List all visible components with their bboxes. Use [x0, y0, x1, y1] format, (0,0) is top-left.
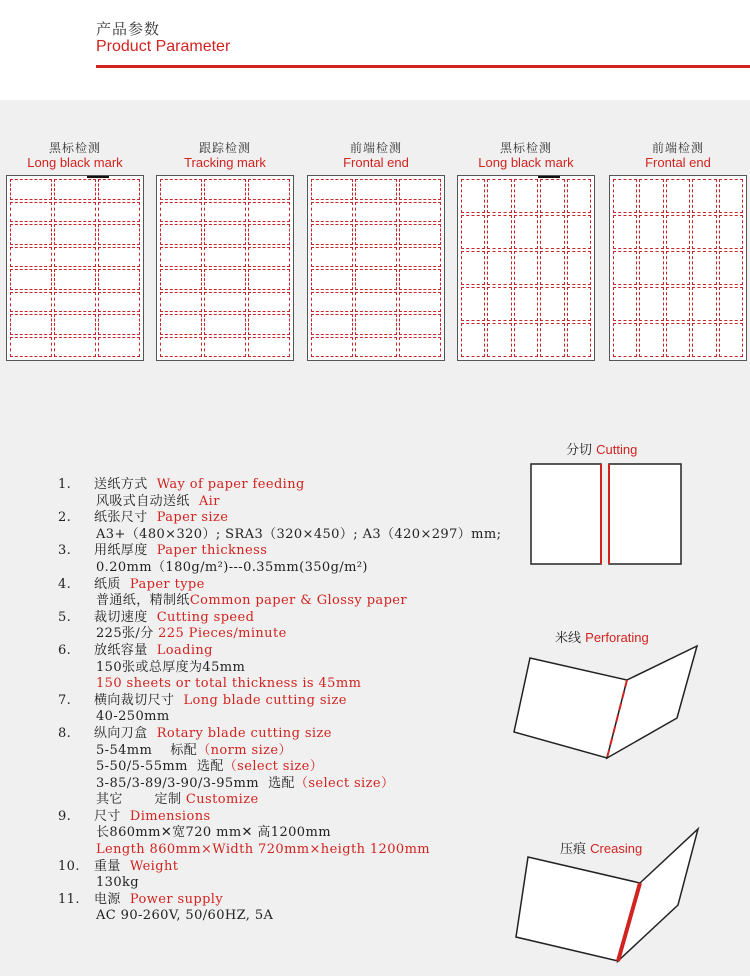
spec-5-value-en: 225 Pieces/minute — [158, 626, 287, 642]
spec-row-11-value — [58, 908, 501, 925]
label-cell — [666, 251, 690, 285]
label-cell — [719, 323, 743, 357]
spec-row-8 — [58, 726, 501, 743]
label-cell — [98, 292, 140, 313]
spec-8-value-2-en: （select size） — [223, 759, 324, 775]
label-cell — [355, 224, 397, 245]
label-cell — [514, 215, 538, 249]
label-cell — [248, 314, 290, 335]
spec-8-value-1-cn: 标配 — [170, 742, 198, 758]
label-cell — [719, 215, 743, 249]
label-cell — [639, 287, 663, 321]
label-cell — [54, 224, 96, 245]
label-cell — [540, 179, 564, 213]
label-cell — [160, 179, 202, 200]
spec-11-label-cn: 电源 — [94, 891, 121, 907]
sheet-4-title-en: Long black mark — [478, 155, 574, 170]
header — [0, 0, 750, 100]
label-cell — [10, 179, 52, 200]
label-cell — [248, 337, 290, 358]
sheet-1-title — [6, 141, 144, 170]
spec-1-num: 1. — [58, 477, 72, 492]
label-cell — [311, 179, 353, 200]
spec-row-5 — [58, 610, 501, 627]
label-cell — [355, 202, 397, 223]
label-cell — [639, 251, 663, 285]
spec-3-label-en: Paper thickness — [156, 543, 268, 559]
spec-row-3 — [58, 543, 501, 560]
spec-2-num: 2. — [58, 510, 72, 526]
label-cell — [719, 251, 743, 285]
spec-4-value-en: Common paper & Glossy paper — [189, 593, 408, 609]
label-cell — [98, 314, 140, 335]
perforating-title-cn: 米线 — [555, 631, 582, 646]
label-cell — [160, 314, 202, 335]
spec-6-label-cn: 放纸容量 — [94, 642, 148, 658]
label-cell — [311, 269, 353, 290]
label-cell — [355, 269, 397, 290]
label-cell — [98, 224, 140, 245]
spec-row-11 — [58, 892, 501, 909]
label-cell — [248, 179, 290, 200]
spec-row-5-value — [58, 626, 501, 643]
spec-2-value: A3+（480×320）; SRA3（320×450）; A3（420×297）mm; — [96, 526, 502, 542]
sheet-4-title-cn: 黑标检测 — [499, 141, 552, 155]
spec-8-num: 8. — [58, 725, 72, 741]
label-cell — [567, 287, 591, 321]
spec-1-label-en: Way of paper feeding — [156, 477, 305, 492]
label-cell — [248, 269, 290, 290]
spec-8-value-3: 3-85/3-89/3-90/3-95mm — [96, 775, 260, 791]
label-cell — [10, 224, 52, 245]
sheet-1-title-en: Long black mark — [27, 155, 123, 170]
spec-10-label-en: Weight — [129, 858, 179, 874]
page-title-en: Product Parameter — [96, 38, 231, 55]
spec-1-label-cn: 送纸方式 — [94, 477, 148, 492]
spec-row-7-value — [58, 709, 501, 726]
label-cell — [666, 215, 690, 249]
label-cell — [160, 269, 202, 290]
label-cell — [461, 215, 485, 249]
creasing-diagram — [510, 825, 705, 965]
label-cell — [160, 247, 202, 268]
cutting-left-sheet — [531, 464, 601, 564]
label-cell — [355, 314, 397, 335]
label-cell — [54, 337, 96, 358]
label-cell — [399, 269, 441, 290]
label-cell — [639, 179, 663, 213]
header-divider — [96, 65, 750, 68]
spec-5-num: 5. — [58, 609, 72, 625]
label-cell — [613, 179, 637, 213]
label-cell — [355, 292, 397, 313]
label-cell — [487, 287, 511, 321]
spec-row-1 — [58, 477, 501, 494]
spec-row-10 — [58, 859, 501, 876]
label-cell — [461, 251, 485, 285]
label-cell — [567, 251, 591, 285]
cutting-title — [566, 439, 637, 458]
cutting-right-sheet — [609, 464, 681, 564]
perforating-diagram — [510, 640, 705, 765]
spec-6-num: 6. — [58, 642, 72, 658]
label-cell — [204, 202, 246, 223]
spec-10-num: 10. — [58, 858, 80, 874]
label-cell — [248, 202, 290, 223]
label-cell — [399, 247, 441, 268]
label-cell — [98, 337, 140, 358]
sheet-5-title-cn: 前端检测 — [651, 141, 704, 155]
label-cell — [692, 251, 716, 285]
label-cell — [666, 323, 690, 357]
spec-5-label-cn: 裁切速度 — [94, 609, 148, 625]
label-cell — [355, 247, 397, 268]
spec-row-7 — [58, 693, 501, 710]
label-cell — [567, 323, 591, 357]
spec-row-6-value-cn — [58, 660, 501, 677]
spec-row-2 — [58, 510, 501, 527]
label-cell — [160, 202, 202, 223]
spec-6-value-cn: 150张或总厚度为45mm — [96, 659, 246, 675]
label-cell — [540, 215, 564, 249]
label-cell — [204, 269, 246, 290]
sheet-4 — [457, 175, 595, 361]
sheet-5 — [609, 175, 747, 361]
label-cell — [248, 247, 290, 268]
label-cell — [399, 224, 441, 245]
spec-8-value-3-en: （select size） — [294, 775, 395, 791]
label-cell — [355, 179, 397, 200]
spec-8-label-cn: 纵向刀盒 — [94, 725, 148, 741]
label-cell — [487, 179, 511, 213]
spec-list — [58, 477, 501, 925]
spec-11-value: AC 90-260V, 50/60HZ, 5A — [96, 908, 274, 924]
label-cell — [160, 224, 202, 245]
spec-row-8-value-1 — [58, 743, 501, 760]
label-cell — [10, 247, 52, 268]
label-cell — [248, 224, 290, 245]
spec-row-2-value — [58, 527, 501, 544]
spec-9-label-cn: 尺寸 — [94, 808, 121, 824]
label-cell — [10, 202, 52, 223]
spec-1-value-cn: 风吸式自动送纸 — [96, 493, 190, 509]
spec-7-label-cn: 横向裁切尺寸 — [94, 692, 175, 708]
spec-6-label-en: Loading — [156, 642, 213, 658]
spec-3-value: 0.20mm（180g/m²)---0.35mm(350g/m²) — [96, 559, 368, 575]
cutting-title-cn: 分切 — [566, 443, 593, 458]
label-cell — [692, 179, 716, 213]
label-cell — [160, 292, 202, 313]
label-cell — [311, 292, 353, 313]
spec-9-label-en: Dimensions — [129, 808, 211, 824]
label-cell — [311, 224, 353, 245]
spec-row-8-value-2 — [58, 759, 501, 776]
spec-7-num: 7. — [58, 692, 72, 708]
label-cell — [399, 292, 441, 313]
spec-row-8-value-3 — [58, 776, 501, 793]
spec-9-value-cn: 长860mm✕宽720 mm✕ 高1200mm — [96, 825, 331, 841]
spec-9-num: 9. — [58, 808, 72, 824]
label-cell — [204, 179, 246, 200]
spec-8-label-en: Rotary blade cutting size — [156, 725, 332, 741]
spec-11-num: 11. — [58, 891, 80, 907]
label-cell — [399, 314, 441, 335]
label-cell — [540, 323, 564, 357]
label-cell — [613, 323, 637, 357]
label-cell — [514, 287, 538, 321]
black-mark — [87, 176, 109, 178]
label-cell — [567, 215, 591, 249]
creasing-title-cn: 压痕 — [560, 842, 587, 857]
sheet-3-title — [307, 141, 445, 170]
creasing-title-en: Creasing — [590, 841, 643, 856]
label-cell — [399, 337, 441, 358]
sheet-4-title — [457, 141, 595, 170]
label-cell — [719, 287, 743, 321]
label-cell — [98, 202, 140, 223]
spec-row-10-value — [58, 875, 501, 892]
label-cell — [54, 269, 96, 290]
label-cell — [311, 202, 353, 223]
cutting-title-en: Cutting — [596, 442, 638, 457]
spec-row-9-value-en — [58, 842, 501, 859]
sheet-2-title-en: Tracking mark — [184, 155, 266, 170]
sheet-2 — [156, 175, 294, 361]
label-cell — [613, 251, 637, 285]
sheet-5-title-en: Frontal end — [645, 155, 711, 170]
label-cell — [311, 314, 353, 335]
spec-row-1-value — [58, 494, 501, 511]
label-cell — [204, 247, 246, 268]
spec-8-value-3-cn: 选配 — [268, 775, 295, 791]
label-cell — [98, 269, 140, 290]
label-cell — [666, 287, 690, 321]
spec-4-label-en: Paper type — [129, 576, 205, 592]
label-cell — [54, 202, 96, 223]
spec-8-value-1-en: （norm size） — [197, 742, 292, 758]
label-cell — [10, 337, 52, 358]
spec-row-6 — [58, 643, 501, 660]
label-cell — [514, 251, 538, 285]
label-cell — [461, 323, 485, 357]
label-cell — [487, 323, 511, 357]
spec-8-value-2: 5-50/5-55mm — [96, 759, 188, 775]
label-cell — [719, 179, 743, 213]
label-cell — [540, 287, 564, 321]
label-cell — [461, 179, 485, 213]
label-cell — [54, 179, 96, 200]
label-cell — [248, 292, 290, 313]
label-cell — [692, 287, 716, 321]
label-cell — [204, 224, 246, 245]
label-cell — [98, 179, 140, 200]
label-cell — [514, 323, 538, 357]
sheet-3 — [307, 175, 445, 361]
label-cell — [204, 314, 246, 335]
label-cell — [639, 323, 663, 357]
spec-2-label-cn: 纸张尺寸 — [94, 510, 148, 526]
label-cell — [160, 337, 202, 358]
sheet-2-title-cn: 跟踪检测 — [198, 141, 251, 155]
spec-3-label-cn: 用纸厚度 — [94, 543, 148, 559]
spec-6-value-en: 150 sheets or total thickness is 45mm — [96, 676, 362, 692]
spec-10-value: 130kg — [96, 875, 140, 891]
label-cell — [204, 337, 246, 358]
label-cell — [487, 215, 511, 249]
sheet-5-title — [609, 141, 747, 170]
perforating-title-en: Perforating — [585, 630, 649, 645]
spec-5-label-en: Cutting speed — [156, 609, 255, 625]
spec-11-label-en: Power supply — [129, 891, 224, 907]
spec-4-num: 4. — [58, 576, 72, 592]
spec-8-value-4-en: Customize — [185, 792, 259, 808]
label-cell — [10, 314, 52, 335]
label-cell — [461, 287, 485, 321]
spec-7-value: 40-250mm — [96, 709, 170, 725]
spec-8-value-4-cn2: 定制 — [154, 792, 182, 808]
spec-4-value-cn: 普通纸，精制纸 — [96, 593, 190, 609]
spec-4-label-cn: 纸质 — [94, 576, 121, 592]
label-cell — [399, 202, 441, 223]
label-cell — [540, 251, 564, 285]
spec-9-value-en: Length 860mm×Width 720mm×heigth 1200mm — [96, 842, 431, 858]
spec-8-value-2-cn: 选配 — [196, 759, 224, 775]
spec-row-9-value-cn — [58, 825, 501, 842]
label-cell — [639, 215, 663, 249]
spec-8-value-4-cn: 其它 — [96, 792, 123, 808]
label-cell — [54, 314, 96, 335]
spec-10-label-cn: 重量 — [94, 858, 121, 874]
spec-row-4-value — [58, 593, 501, 610]
label-cell — [514, 179, 538, 213]
spec-row-9 — [58, 809, 501, 826]
label-cell — [10, 269, 52, 290]
label-cell — [311, 247, 353, 268]
label-cell — [10, 292, 52, 313]
spec-1-value-en: Air — [198, 493, 220, 509]
spec-2-label-en: Paper size — [156, 510, 229, 526]
label-cell — [98, 247, 140, 268]
label-cell — [487, 251, 511, 285]
sheet-2-title — [156, 141, 294, 170]
label-cell — [54, 292, 96, 313]
label-cell — [567, 179, 591, 213]
label-cell — [204, 292, 246, 313]
spec-3-num: 3. — [58, 543, 72, 559]
label-cell — [692, 323, 716, 357]
label-cell — [355, 337, 397, 358]
spec-8-value-1: 5-54mm — [96, 742, 153, 758]
label-cell — [692, 215, 716, 249]
label-cell — [613, 215, 637, 249]
spec-5-value-cn: 225张/分 — [96, 626, 154, 642]
label-cell — [54, 247, 96, 268]
label-cell — [399, 179, 441, 200]
spec-7-label-en: Long blade cutting size — [183, 692, 347, 708]
cutting-diagram — [525, 460, 685, 570]
sheet-1-title-cn: 黑标检测 — [48, 141, 101, 155]
spec-row-6-value-en — [58, 676, 501, 693]
spec-row-8-value-4 — [58, 792, 501, 809]
label-cell — [613, 287, 637, 321]
sheet-3-title-cn: 前端检测 — [349, 141, 402, 155]
spec-row-3-value — [58, 560, 501, 577]
sheet-1 — [6, 175, 144, 361]
spec-row-4 — [58, 577, 501, 594]
label-cell — [311, 337, 353, 358]
black-mark — [538, 176, 560, 178]
sheet-3-title-en: Frontal end — [343, 155, 409, 170]
page-title-cn: 产品参数 — [96, 20, 161, 38]
label-cell — [666, 179, 690, 213]
